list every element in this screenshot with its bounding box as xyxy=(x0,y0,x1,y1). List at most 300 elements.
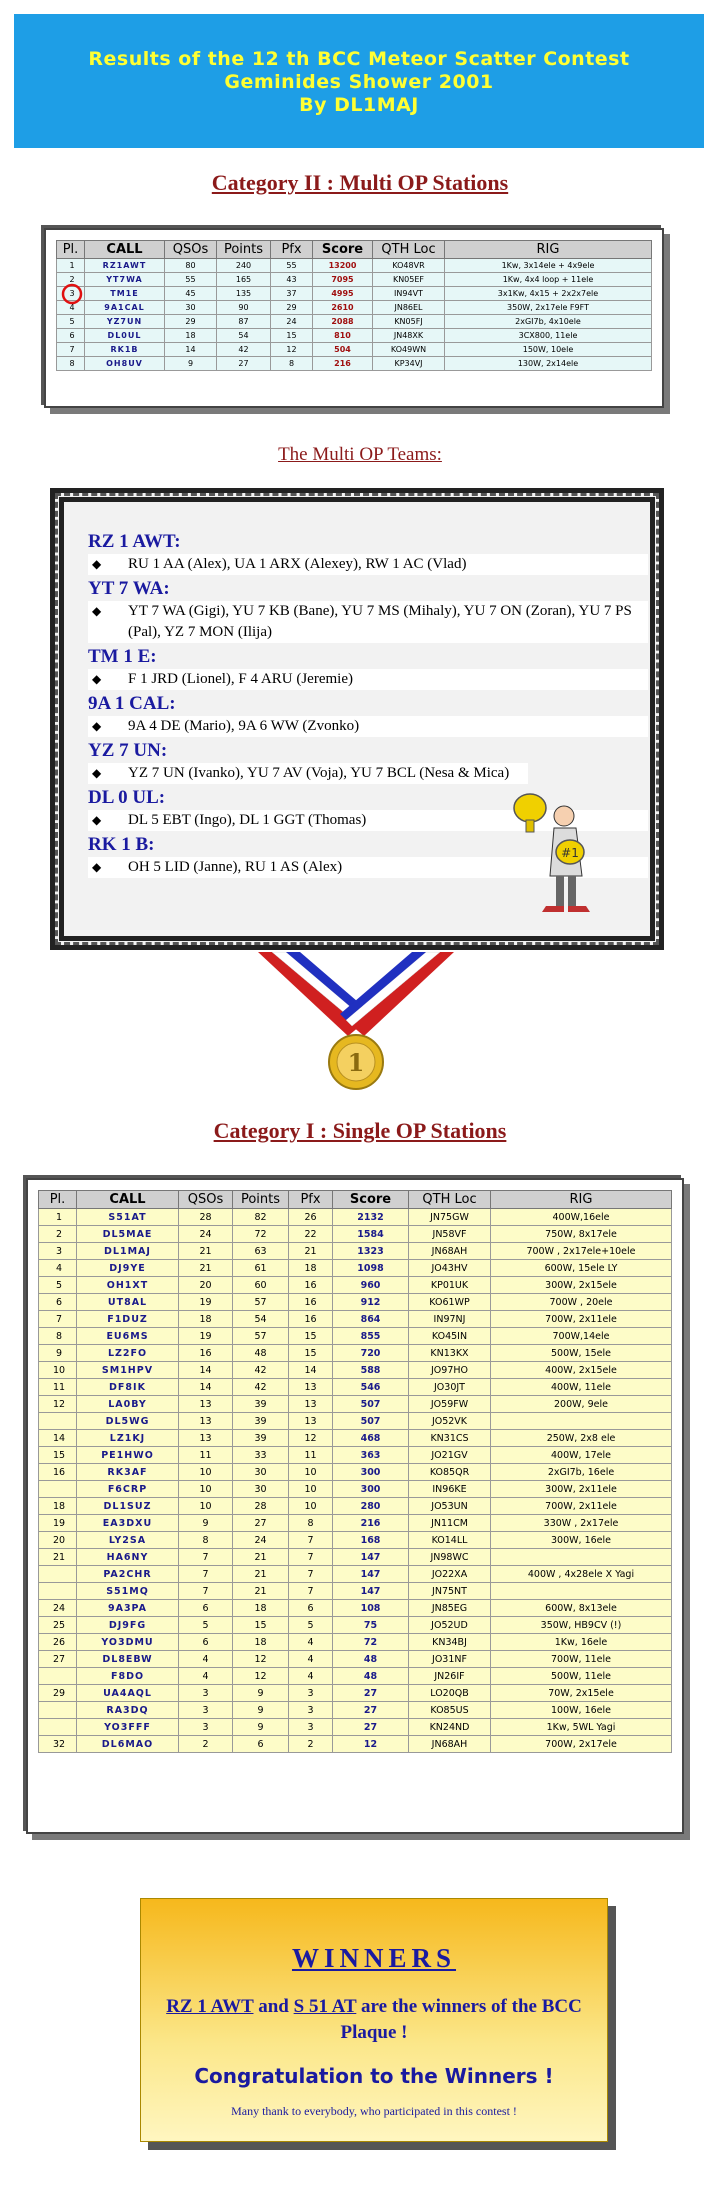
cat1-cell: 82 xyxy=(233,1209,289,1226)
cat1-cell: DL1MAJ xyxy=(77,1243,179,1260)
cat1-cell: 25 xyxy=(39,1617,77,1634)
cat2-header-3: Points xyxy=(217,241,271,259)
table-row xyxy=(39,1566,672,1583)
table-row xyxy=(39,1430,672,1447)
cat2-header-4: Pfx xyxy=(271,241,313,259)
cat1-cell: 22 xyxy=(289,1226,333,1243)
bullet-icon: ◆ xyxy=(92,672,102,686)
team-members-text: RU 1 AA (Alex), UA 1 ARX (Alexey), RW 1 AC (Vlad) xyxy=(128,556,467,572)
cat1-cell xyxy=(39,1583,77,1600)
cat1-cell: 61 xyxy=(233,1260,289,1277)
team-members-text: YZ 7 UN (Ivanko), YU 7 AV (Voja), YU 7 BCL (Nesa & Mica) xyxy=(128,765,510,781)
cat1-cell: 7 xyxy=(289,1549,333,1566)
cat1-cell: IN96KE xyxy=(409,1481,491,1498)
cat1-cell: 855 xyxy=(333,1328,409,1345)
cat2-cell: 130W, 2x14ele xyxy=(445,357,652,371)
cat1-cell: 468 xyxy=(333,1430,409,1447)
cat1-cell: 42 xyxy=(233,1379,289,1396)
cat1-cell: 216 xyxy=(333,1515,409,1532)
cat1-cell: 16 xyxy=(289,1294,333,1311)
cat1-cell: 9 xyxy=(179,1515,233,1532)
cat1-cell xyxy=(39,1702,77,1719)
cat1-cell: 12 xyxy=(39,1396,77,1413)
cat1-cell: 14 xyxy=(39,1430,77,1447)
category1-title: Category I : Single OP Stations xyxy=(213,1118,507,1143)
cat1-cell: YO3FFF xyxy=(77,1719,179,1736)
team-members-text: YT 7 WA (Gigi), YU 7 KB (Bane), YU 7 MS (Mihaly), YU 7 ON (Zoran), YU 7 PS (Pal), YZ 7 MON (Ilija) xyxy=(128,603,632,640)
cat1-cell: 4 xyxy=(39,1260,77,1277)
cat1-cell: 18 xyxy=(233,1600,289,1617)
cat1-cell: DF8IK xyxy=(77,1379,179,1396)
table-row xyxy=(57,301,652,315)
cat1-cell: 14 xyxy=(179,1362,233,1379)
cat2-cell: YT7WA xyxy=(85,273,165,287)
cat2-header-5: Score xyxy=(313,241,373,259)
cat1-cell: 27 xyxy=(333,1702,409,1719)
table-row xyxy=(39,1651,672,1668)
cat1-cell: 507 xyxy=(333,1396,409,1413)
cat2-cell: 6 xyxy=(57,329,85,343)
team-name: YT 7 WA: xyxy=(88,578,170,599)
cat1-cell: 5 xyxy=(289,1617,333,1634)
cat1-cell: 350W, HB9CV (!) xyxy=(491,1617,672,1634)
cat1-cell: 33 xyxy=(233,1447,289,1464)
cat2-cell: 55 xyxy=(165,273,217,287)
cat2-cell: 42 xyxy=(217,343,271,357)
table-row xyxy=(39,1345,672,1362)
cat2-cell: 135 xyxy=(217,287,271,301)
cat1-cell: 27 xyxy=(333,1719,409,1736)
cat1-cell: 13 xyxy=(289,1413,333,1430)
cat1-cell: JN68AH xyxy=(409,1736,491,1753)
cat1-cell: 7 xyxy=(289,1566,333,1583)
cat1-cell: 11 xyxy=(179,1447,233,1464)
cat1-cell: 15 xyxy=(39,1447,77,1464)
cat1-cell: 70W, 2x15ele xyxy=(491,1685,672,1702)
cat1-cell: 400W,16ele xyxy=(491,1209,672,1226)
cat2-cell: RK1B xyxy=(85,343,165,357)
cat1-cell: 12 xyxy=(233,1668,289,1685)
cat1-cell: 26 xyxy=(289,1209,333,1226)
cat1-cell: 21 xyxy=(39,1549,77,1566)
cat1-cell: 720 xyxy=(333,1345,409,1362)
cat1-cell: 600W, 15ele LY xyxy=(491,1260,672,1277)
cat1-cell: 300 xyxy=(333,1481,409,1498)
cat1-cell: KN13KX xyxy=(409,1345,491,1362)
cat1-cell: 700W, 11ele xyxy=(491,1651,672,1668)
cat1-cell: JO22XA xyxy=(409,1566,491,1583)
cat1-cell: 10 xyxy=(289,1481,333,1498)
cat2-cell: 2610 xyxy=(313,301,373,315)
cat1-cell: KP01UK xyxy=(409,1277,491,1294)
svg-text:#1: #1 xyxy=(561,846,579,860)
cat2-cell: 810 xyxy=(313,329,373,343)
cat1-cell: 27 xyxy=(233,1515,289,1532)
cat1-cell: 20 xyxy=(39,1532,77,1549)
table-row xyxy=(39,1243,672,1260)
cat1-cell: PA2CHR xyxy=(77,1566,179,1583)
winners-rest-text: are the winners of the BCC Plaque ! xyxy=(340,1996,582,2043)
cat1-cell: 30 xyxy=(233,1464,289,1481)
cat1-cell: 1Kw, 5WL Yagi xyxy=(491,1719,672,1736)
winner-call-2[interactable]: S 51 AT xyxy=(293,1996,357,2017)
cat1-cell: RA3DQ xyxy=(77,1702,179,1719)
bullet-icon: ◆ xyxy=(92,604,102,618)
cat1-cell: SM1HPV xyxy=(77,1362,179,1379)
category2-title: Category II : Multi OP Stations xyxy=(211,170,509,195)
cat1-cell: 21 xyxy=(233,1549,289,1566)
cat1-cell: 15 xyxy=(289,1345,333,1362)
cat1-cell: F8DO xyxy=(77,1668,179,1685)
cat1-cell: LO20QB xyxy=(409,1685,491,1702)
table-row xyxy=(57,259,652,273)
cat1-cell xyxy=(39,1668,77,1685)
cat2-cell: 2088 xyxy=(313,315,373,329)
cat1-cell xyxy=(491,1549,672,1566)
team-name: YZ 7 UN: xyxy=(88,740,168,761)
table-row xyxy=(39,1702,672,1719)
cat1-cell: JN75NT xyxy=(409,1583,491,1600)
cat2-header-6: QTH Loc xyxy=(373,241,445,259)
cat1-cell: 3 xyxy=(289,1719,333,1736)
cat1-cell xyxy=(491,1583,672,1600)
team-members xyxy=(88,601,648,643)
cat1-cell: 10 xyxy=(179,1464,233,1481)
cat1-cell: KN31CS xyxy=(409,1430,491,1447)
cat1-cell: 4 xyxy=(179,1651,233,1668)
teams-title: The Multi OP Teams: xyxy=(278,444,442,465)
cat1-cell: 12 xyxy=(333,1736,409,1753)
table-row xyxy=(39,1498,672,1515)
cat2-cell: 1Kw, 3x14ele + 4x9ele xyxy=(445,259,652,273)
cat1-cell: UT8AL xyxy=(77,1294,179,1311)
cat1-cell: 7 xyxy=(39,1311,77,1328)
table-row xyxy=(39,1396,672,1413)
cat2-cell: 15 xyxy=(271,329,313,343)
cat1-cell: LA0BY xyxy=(77,1396,179,1413)
cat1-cell: DL1SUZ xyxy=(77,1498,179,1515)
table-row xyxy=(39,1413,672,1430)
cat1-cell: 500W, 15ele xyxy=(491,1345,672,1362)
cat1-cell: 1323 xyxy=(333,1243,409,1260)
cat1-header-1: CALL xyxy=(77,1191,179,1209)
table-row xyxy=(39,1328,672,1345)
cat2-cell: 8 xyxy=(271,357,313,371)
cat1-cell: 9 xyxy=(233,1702,289,1719)
table-row xyxy=(39,1260,672,1277)
banner-line-3: By DL1MAJ xyxy=(299,94,419,116)
cat1-cell: 21 xyxy=(289,1243,333,1260)
cat1-cell: JO52VK xyxy=(409,1413,491,1430)
team-members xyxy=(88,716,648,737)
cat2-cell: DL0UL xyxy=(85,329,165,343)
cat1-cell: 1584 xyxy=(333,1226,409,1243)
cat1-cell: F6CRP xyxy=(77,1481,179,1498)
cat1-cell: 42 xyxy=(233,1362,289,1379)
cat1-cell: 507 xyxy=(333,1413,409,1430)
cat1-cell: 1098 xyxy=(333,1260,409,1277)
cat1-cell: 300W, 2x15ele xyxy=(491,1277,672,1294)
table-row xyxy=(39,1311,672,1328)
cat1-cell: F1DUZ xyxy=(77,1311,179,1328)
cat2-cell: OH8UV xyxy=(85,357,165,371)
cat1-cell: JN58VF xyxy=(409,1226,491,1243)
team-members xyxy=(88,669,648,690)
cat2-cell: 9 xyxy=(165,357,217,371)
cat1-cell: 500W, 11ele xyxy=(491,1668,672,1685)
cat1-cell: 19 xyxy=(179,1294,233,1311)
cat1-cell: 4 xyxy=(289,1651,333,1668)
cat1-cell: 700W,14ele xyxy=(491,1328,672,1345)
cat2-cell: IN94VT xyxy=(373,287,445,301)
cat1-cell: 13 xyxy=(179,1430,233,1447)
cat2-cell: 4995 xyxy=(313,287,373,301)
cat1-cell: EA3DXU xyxy=(77,1515,179,1532)
cat1-cell: 600W, 8x13ele xyxy=(491,1600,672,1617)
cat1-cell: 14 xyxy=(179,1379,233,1396)
cat2-cell: 55 xyxy=(271,259,313,273)
cat1-cell: 3 xyxy=(39,1243,77,1260)
cat1-cell: 6 xyxy=(289,1600,333,1617)
cat1-cell: 7 xyxy=(179,1583,233,1600)
cat1-cell: KO85QR xyxy=(409,1464,491,1481)
cat1-cell: 39 xyxy=(233,1430,289,1447)
cat2-header-1: CALL xyxy=(85,241,165,259)
cat1-cell: 2132 xyxy=(333,1209,409,1226)
cat2-cell: RZ1AWT xyxy=(85,259,165,273)
cat2-cell: KO48VR xyxy=(373,259,445,273)
cat2-header-2: QSOs xyxy=(165,241,217,259)
cat1-cell: 9 xyxy=(233,1719,289,1736)
cat2-cell: 2 xyxy=(57,273,85,287)
cat1-cell: DJ9FG xyxy=(77,1617,179,1634)
trophy-figure-icon xyxy=(506,786,600,914)
cat1-cell: 28 xyxy=(179,1209,233,1226)
cat1-cell: JO53UN xyxy=(409,1498,491,1515)
cat1-cell: RK3AF xyxy=(77,1464,179,1481)
cat1-cell: 400W , 4x28ele X Yagi xyxy=(491,1566,672,1583)
table-row xyxy=(57,315,652,329)
cat1-cell: 3 xyxy=(179,1702,233,1719)
cat1-cell: JN85EG xyxy=(409,1600,491,1617)
cat1-cell: 6 xyxy=(39,1294,77,1311)
cat1-cell: 700W, 2x17ele xyxy=(491,1736,672,1753)
cat1-cell: 21 xyxy=(179,1243,233,1260)
cat1-cell: 10 xyxy=(289,1498,333,1515)
category2-table-frame xyxy=(44,228,664,408)
cat1-cell: 363 xyxy=(333,1447,409,1464)
cat1-cell: 588 xyxy=(333,1362,409,1379)
cat1-cell: 19 xyxy=(179,1328,233,1345)
cat2-cell: 27 xyxy=(217,357,271,371)
cat2-cell: 350W, 2x17ele F9FT xyxy=(445,301,652,315)
table-row xyxy=(39,1617,672,1634)
cat1-cell: JO30JT xyxy=(409,1379,491,1396)
cat1-cell: KO14LL xyxy=(409,1532,491,1549)
cat1-cell: 15 xyxy=(289,1328,333,1345)
cat1-cell: 300W, 2x11ele xyxy=(491,1481,672,1498)
cat1-cell: 75 xyxy=(333,1617,409,1634)
cat2-cell: KO49WN xyxy=(373,343,445,357)
cat1-cell: HA6NY xyxy=(77,1549,179,1566)
cat1-cell: 18 xyxy=(39,1498,77,1515)
cat1-cell: 147 xyxy=(333,1566,409,1583)
cat1-cell: 72 xyxy=(233,1226,289,1243)
cat1-cell: 16 xyxy=(179,1345,233,1362)
cat1-cell: LZ1KJ xyxy=(77,1430,179,1447)
cat2-cell: 45 xyxy=(165,287,217,301)
cat1-cell: 7 xyxy=(179,1549,233,1566)
cat2-cell: 5 xyxy=(57,315,85,329)
cat1-cell: OH1XT xyxy=(77,1277,179,1294)
cat2-cell: 90 xyxy=(217,301,271,315)
table-row xyxy=(57,357,652,371)
cat1-header-0: Pl. xyxy=(39,1191,77,1209)
bullet-icon: ◆ xyxy=(92,719,102,733)
cat1-cell: 9 xyxy=(233,1685,289,1702)
cat1-cell: 13 xyxy=(179,1396,233,1413)
table-row xyxy=(39,1515,672,1532)
team-name: TM 1 E: xyxy=(88,646,157,667)
cat1-cell: DL5MAE xyxy=(77,1226,179,1243)
table-row xyxy=(39,1464,672,1481)
bullet-icon: ◆ xyxy=(92,766,102,780)
cat1-cell: 12 xyxy=(289,1430,333,1447)
winner-call-1[interactable]: RZ 1 AWT xyxy=(166,1996,254,2017)
table-row xyxy=(39,1362,672,1379)
cat1-cell xyxy=(39,1413,77,1430)
cat2-cell: 2xGI7b, 4x10ele xyxy=(445,315,652,329)
cat2-cell: 216 xyxy=(313,357,373,371)
cat1-cell: 280 xyxy=(333,1498,409,1515)
cat1-cell: 6 xyxy=(179,1634,233,1651)
cat1-cell: 32 xyxy=(39,1736,77,1753)
cat2-cell: 80 xyxy=(165,259,217,273)
cat1-cell: 48 xyxy=(333,1651,409,1668)
cat2-cell: KN05EF xyxy=(373,273,445,287)
cat1-cell: JN11CM xyxy=(409,1515,491,1532)
banner-line-1: Results of the 12 th BCC Meteor Scatter Contest xyxy=(88,48,630,70)
cat1-cell: 39 xyxy=(233,1396,289,1413)
cat1-cell: 1 xyxy=(39,1209,77,1226)
cat1-cell: JO52UD xyxy=(409,1617,491,1634)
cat2-header-7: RIG xyxy=(445,241,652,259)
table-row xyxy=(39,1277,672,1294)
cat1-cell: 147 xyxy=(333,1549,409,1566)
winners-statement xyxy=(141,1994,607,2046)
cat2-cell: 504 xyxy=(313,343,373,357)
cat1-cell: 2 xyxy=(179,1736,233,1753)
cat2-cell: 7 xyxy=(57,343,85,357)
cat2-cell: 18 xyxy=(165,329,217,343)
cat1-cell: 39 xyxy=(233,1413,289,1430)
cat1-cell: 5 xyxy=(179,1617,233,1634)
cat2-cell: JN86EL xyxy=(373,301,445,315)
cat1-cell: 16 xyxy=(39,1464,77,1481)
cat1-cell: 16 xyxy=(289,1311,333,1328)
team-name: RK 1 B: xyxy=(88,834,155,855)
team-members-text: DL 5 EBT (Ingo), DL 1 GGT (Thomas) xyxy=(128,812,367,828)
cat2-cell: 8 xyxy=(57,357,85,371)
cat2-cell: 165 xyxy=(217,273,271,287)
cat2-cell: 150W, 10ele xyxy=(445,343,652,357)
cat2-cell: 1Kw, 4x4 loop + 11ele xyxy=(445,273,652,287)
cat1-cell: 2 xyxy=(289,1736,333,1753)
cat1-cell: 700W , 20ele xyxy=(491,1294,672,1311)
table-row xyxy=(39,1685,672,1702)
cat1-cell: 8 xyxy=(289,1515,333,1532)
cat1-cell: 29 xyxy=(39,1685,77,1702)
cat1-cell: 24 xyxy=(39,1600,77,1617)
cat1-cell: 21 xyxy=(233,1566,289,1583)
winners-title: WINNERS xyxy=(291,1943,457,1973)
cat1-cell: 57 xyxy=(233,1294,289,1311)
team-members xyxy=(88,763,528,784)
cat1-cell: 100W, 16ele xyxy=(491,1702,672,1719)
cat1-header-6: QTH Loc xyxy=(409,1191,491,1209)
cat1-cell: 11 xyxy=(39,1379,77,1396)
cat1-cell: 28 xyxy=(233,1498,289,1515)
cat2-cell: KN05FJ xyxy=(373,315,445,329)
cat1-cell: 7 xyxy=(289,1583,333,1600)
cat1-cell: 57 xyxy=(233,1328,289,1345)
cat1-cell: 330W , 2x17ele xyxy=(491,1515,672,1532)
cat1-cell xyxy=(39,1566,77,1583)
cat1-cell: JN26IF xyxy=(409,1668,491,1685)
cat1-cell: KO61WP xyxy=(409,1294,491,1311)
cat1-cell: 63 xyxy=(233,1243,289,1260)
cat2-cell: 14 xyxy=(165,343,217,357)
cat1-cell: 16 xyxy=(289,1277,333,1294)
cat2-cell: 12 xyxy=(271,343,313,357)
table-row xyxy=(39,1226,672,1243)
cat1-cell: JO31NF xyxy=(409,1651,491,1668)
cat1-cell: YO3DMU xyxy=(77,1634,179,1651)
table-row xyxy=(39,1209,672,1226)
cat1-cell: 3 xyxy=(179,1719,233,1736)
cat2-cell: 43 xyxy=(271,273,313,287)
cat1-cell: 27 xyxy=(333,1685,409,1702)
cat1-cell xyxy=(39,1719,77,1736)
cat1-cell: 18 xyxy=(179,1311,233,1328)
cat1-cell: 30 xyxy=(233,1481,289,1498)
cat2-cell: KP34VJ xyxy=(373,357,445,371)
cat1-cell: 2 xyxy=(39,1226,77,1243)
table-row xyxy=(57,329,652,343)
table-row xyxy=(39,1583,672,1600)
cat1-cell: 250W, 2x8 ele xyxy=(491,1430,672,1447)
cat1-cell: 7 xyxy=(289,1532,333,1549)
cat1-cell: 6 xyxy=(233,1736,289,1753)
cat1-cell: 60 xyxy=(233,1277,289,1294)
cat1-header-2: QSOs xyxy=(179,1191,233,1209)
cat1-cell: 26 xyxy=(39,1634,77,1651)
team-name: 9A 1 CAL: xyxy=(88,693,176,714)
cat1-cell: 168 xyxy=(333,1532,409,1549)
cat1-cell: 15 xyxy=(233,1617,289,1634)
cat1-cell: 4 xyxy=(179,1668,233,1685)
cat1-cell: 8 xyxy=(179,1532,233,1549)
cat1-cell: 24 xyxy=(233,1532,289,1549)
cat1-cell: JN75GW xyxy=(409,1209,491,1226)
cat1-cell: 400W, 17ele xyxy=(491,1447,672,1464)
cat2-cell: 1 xyxy=(57,259,85,273)
table-row xyxy=(39,1668,672,1685)
cat1-cell: 11 xyxy=(289,1447,333,1464)
cat1-header-3: Points xyxy=(233,1191,289,1209)
category1-table xyxy=(38,1190,672,1753)
highlight-circle-icon xyxy=(61,283,83,305)
